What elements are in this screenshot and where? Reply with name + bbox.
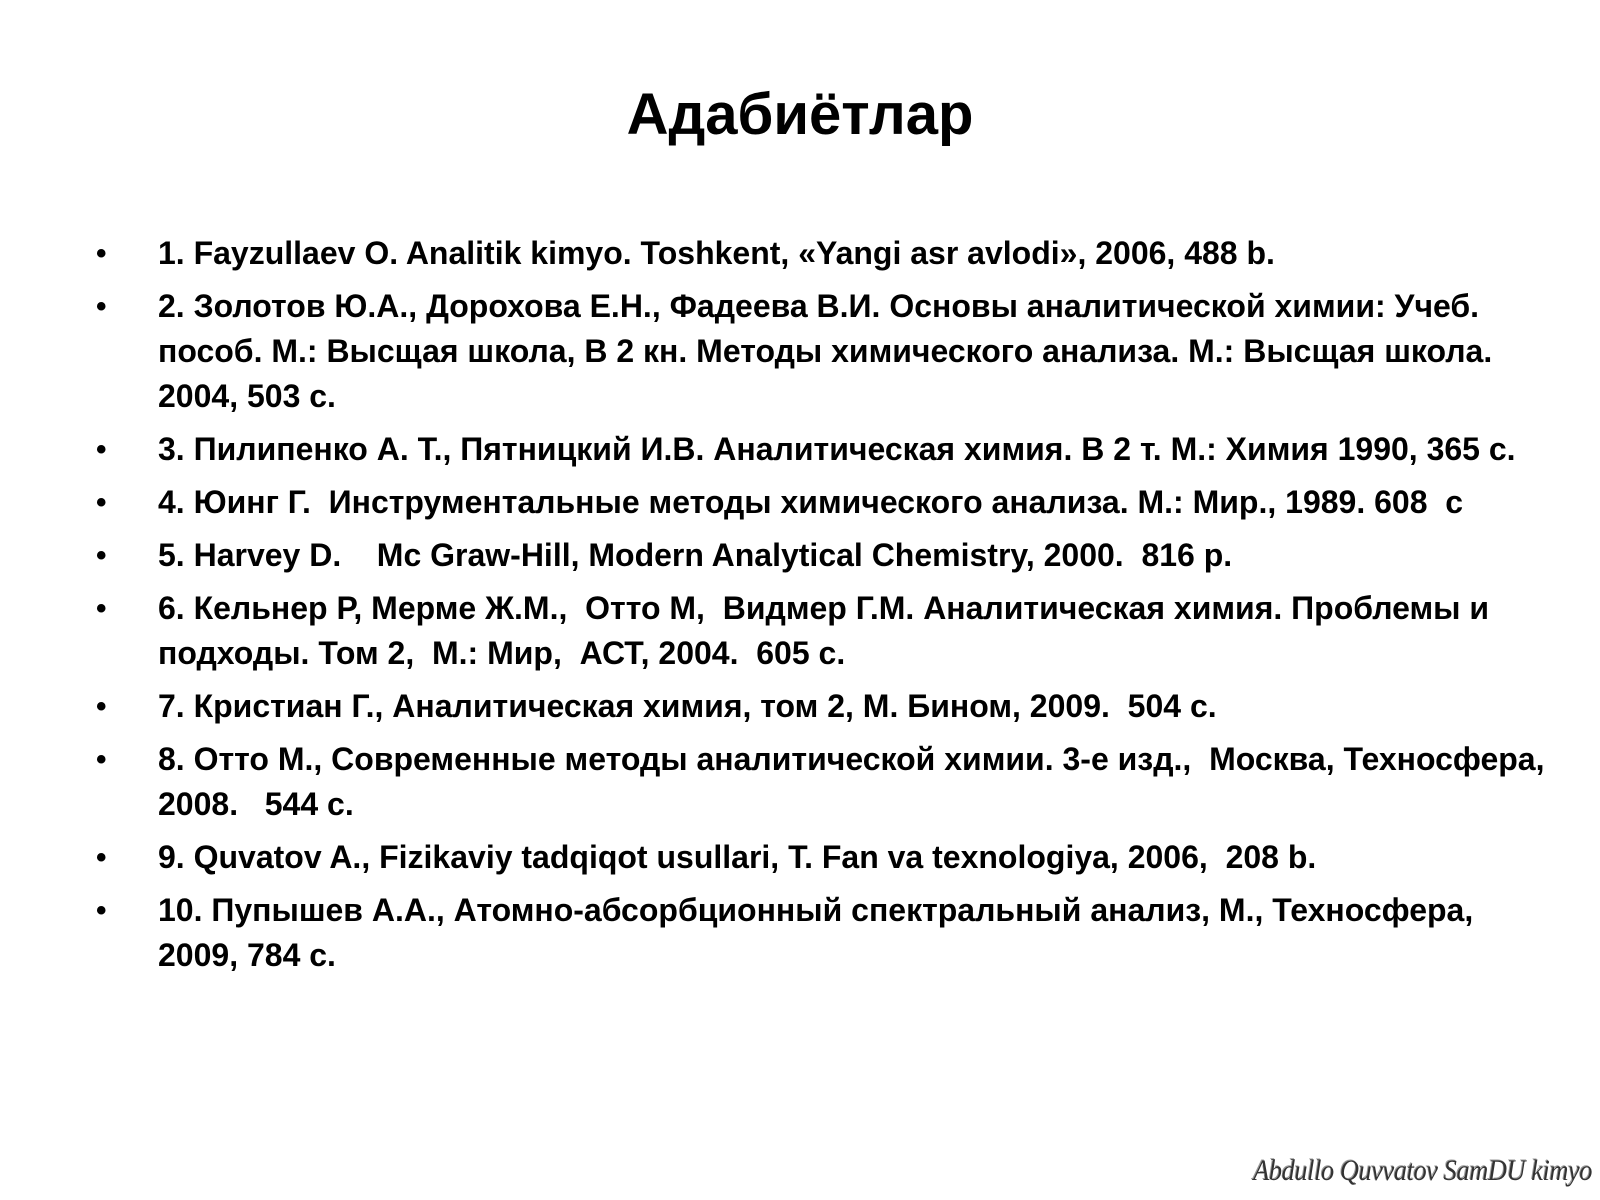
reference-item (0, 888, 1600, 978)
reference-text: 1. Fayzullaev O. Analitik kimyo. Toshkent, «Yangi asr avlodi», 2006, 488 b. (158, 235, 1275, 271)
reference-text: 3. Пилипенко А. Т., Пятницкий И.В. Аналитическая химия. В 2 т. М.: Химия 1990, 365 с. (158, 431, 1516, 467)
reference-item (0, 480, 1600, 525)
reference-item (0, 835, 1600, 880)
bullet-icon: • (96, 433, 107, 466)
reference-item (0, 533, 1600, 578)
bullet-icon: • (96, 592, 107, 625)
bullet-icon: • (96, 539, 107, 572)
reference-item (0, 427, 1600, 472)
bullet-icon: • (96, 743, 107, 776)
bullet-icon: • (96, 894, 107, 927)
reference-item (0, 586, 1600, 676)
reference-text: 10. Пупышев А.А., Атомно-абсорбционный спектральный анализ, М., Техносфера, 2009, 784 с. (158, 892, 1483, 973)
bullet-icon: • (96, 237, 107, 270)
reference-item (0, 231, 1600, 276)
author-watermark: Abdullo Quvvatov SamDU kimyo (1253, 1154, 1592, 1187)
reference-text: 7. Кристиан Г., Аналитическая химия, том 2, М. Бином, 2009. 504 с. (158, 688, 1217, 724)
bullet-icon: • (96, 486, 107, 519)
reference-text: 8. Отто М., Современные методы аналитической химии. 3-е изд., Москва, Техносфера, 2008. 544 с. (158, 741, 1554, 822)
slide-title: Адабиётлар (626, 82, 974, 147)
reference-list (0, 231, 1600, 986)
reference-text: 4. Юинг Г. Инструментальные методы химического анализа. М.: Мир., 1989. 608 с (158, 484, 1464, 520)
reference-item (0, 737, 1600, 827)
reference-item (0, 284, 1600, 419)
reference-text: 2. Золотов Ю.А., Дорохова Е.Н., Фадеева В.И. Основы аналитической химии: Учеб. пособ. М.: Высщая школа, В 2 кн. Методы химического анализа. М.: Высщая школа. 2004, 503 с. (158, 288, 1502, 414)
bullet-icon: • (96, 841, 107, 874)
reference-item (0, 684, 1600, 729)
bullet-icon: • (96, 290, 107, 323)
reference-text: 5. Harvey D. Mc Graw-Hill, Modern Analytical Chemistry, 2000. 816 p. (158, 537, 1233, 573)
bullet-icon: • (96, 690, 107, 723)
reference-text: 6. Кельнер Р, Мерме Ж.М., Отто М, Видмер Г.М. Аналитическая химия. Проблемы и подходы. Том 2, М.: Мир, АСТ, 2004. 605 с. (158, 590, 1498, 671)
reference-text: 9. Quvatov A., Fizikaviy tadqiqot usullari, T. Fan va texnologiya, 2006, 208 b. (158, 839, 1317, 875)
